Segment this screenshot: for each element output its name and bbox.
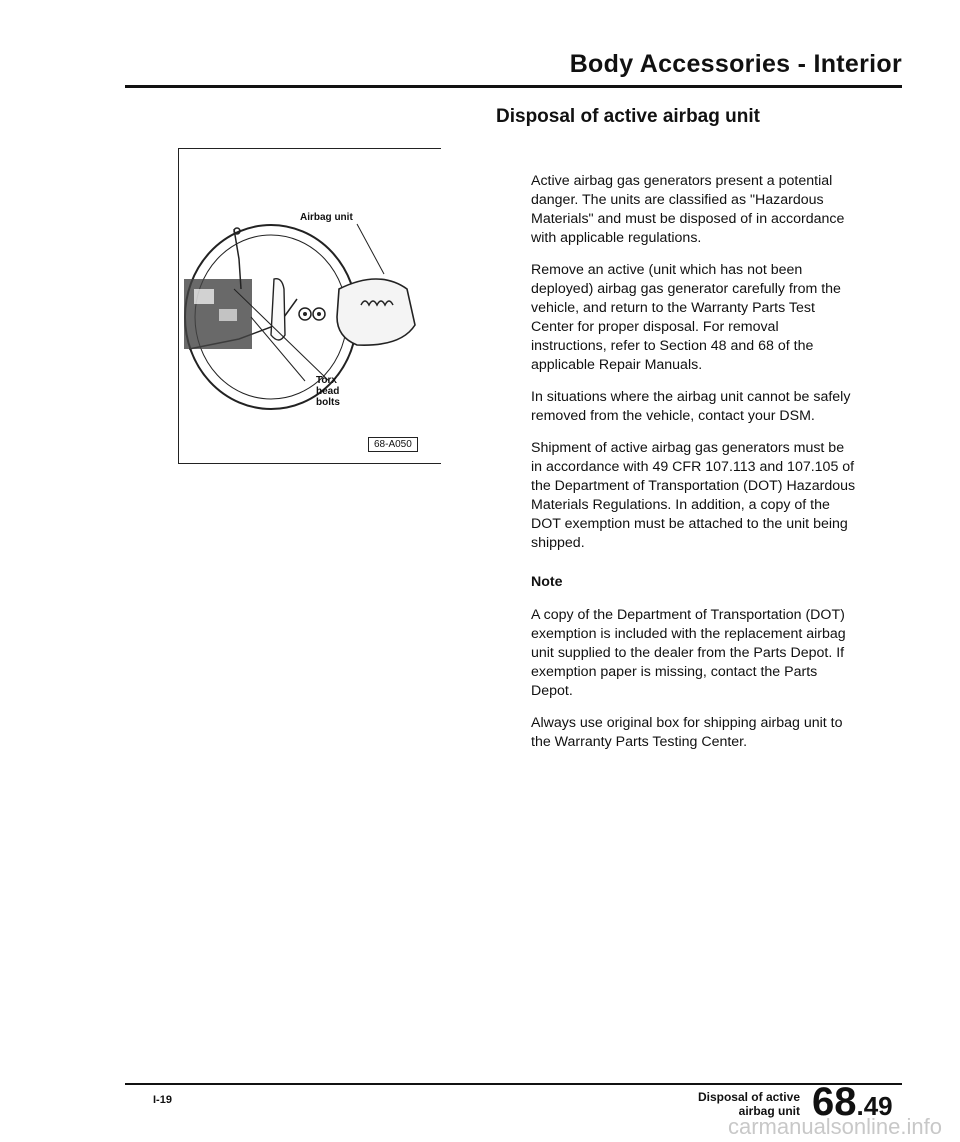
figure-airbag-removal — [178, 148, 441, 464]
chapter-minor: .49 — [856, 1091, 893, 1121]
paragraph-shipment: Shipment of active airbag gas generators must be in accordance with 49 CFR 107.113 and 107.105 of the Department of Transportation (DOT) Hazardous Materials Regulations. In addition, a copy of the DOT exemption must be attached to the unit being shipped. — [531, 440, 856, 551]
header-title: Body Accessories - Interior — [569, 50, 902, 78]
body-text — [531, 172, 856, 765]
note-paragraph-exemption: A copy of the Department of Transportation (DOT) exemption is included with the replacement airbag unit supplied to the dealer from the Parts Depot. If exemption paper is missing, contact the Parts Depot. — [531, 607, 846, 699]
torx-bolts-label — [316, 375, 340, 408]
figure-code: 68-A050 — [368, 437, 418, 452]
paragraph-hazard: Active airbag gas generators present a potential danger. The units are classified as "Hazardous Materials" and must be disposed of in accordance with applicable regulations. — [531, 173, 845, 246]
footer-caption-line-1: Disposal of active — [697, 1090, 800, 1104]
page-reference: I-19 — [153, 1094, 172, 1106]
footer-caption-line-2: airbag unit — [738, 1104, 800, 1118]
section-title: Disposal of active airbag unit — [496, 106, 760, 127]
torx-label-line-1: Torx — [316, 375, 337, 386]
watermark: carmanualsonline.info — [727, 1114, 942, 1139]
paragraph-dsm: In situations where the airbag unit cannot be safely removed from the vehicle, contact your DSM. — [531, 389, 851, 424]
footer-rule — [125, 1083, 902, 1085]
airbag-unit-label: Airbag unit — [300, 212, 353, 223]
torx-label-line-2: head — [316, 386, 340, 397]
chapter-major: 68 — [812, 1080, 857, 1124]
header-rule — [125, 85, 902, 88]
note-paragraph-box: Always use original box for shipping airbag unit to the Warranty Parts Testing Center. — [531, 715, 843, 750]
torx-label-line-3: bolts — [316, 397, 340, 408]
note-heading: Note — [531, 574, 563, 590]
paragraph-removal: Remove an active (unit which has not been deployed) airbag gas generator carefully from the vehicle, and return to the Warranty Parts Test Center for proper disposal. For removal instructions, refer to Section 48 and 68 of the applicable Repair Manuals. — [531, 262, 841, 373]
steering-wheel-illustration — [179, 149, 441, 463]
